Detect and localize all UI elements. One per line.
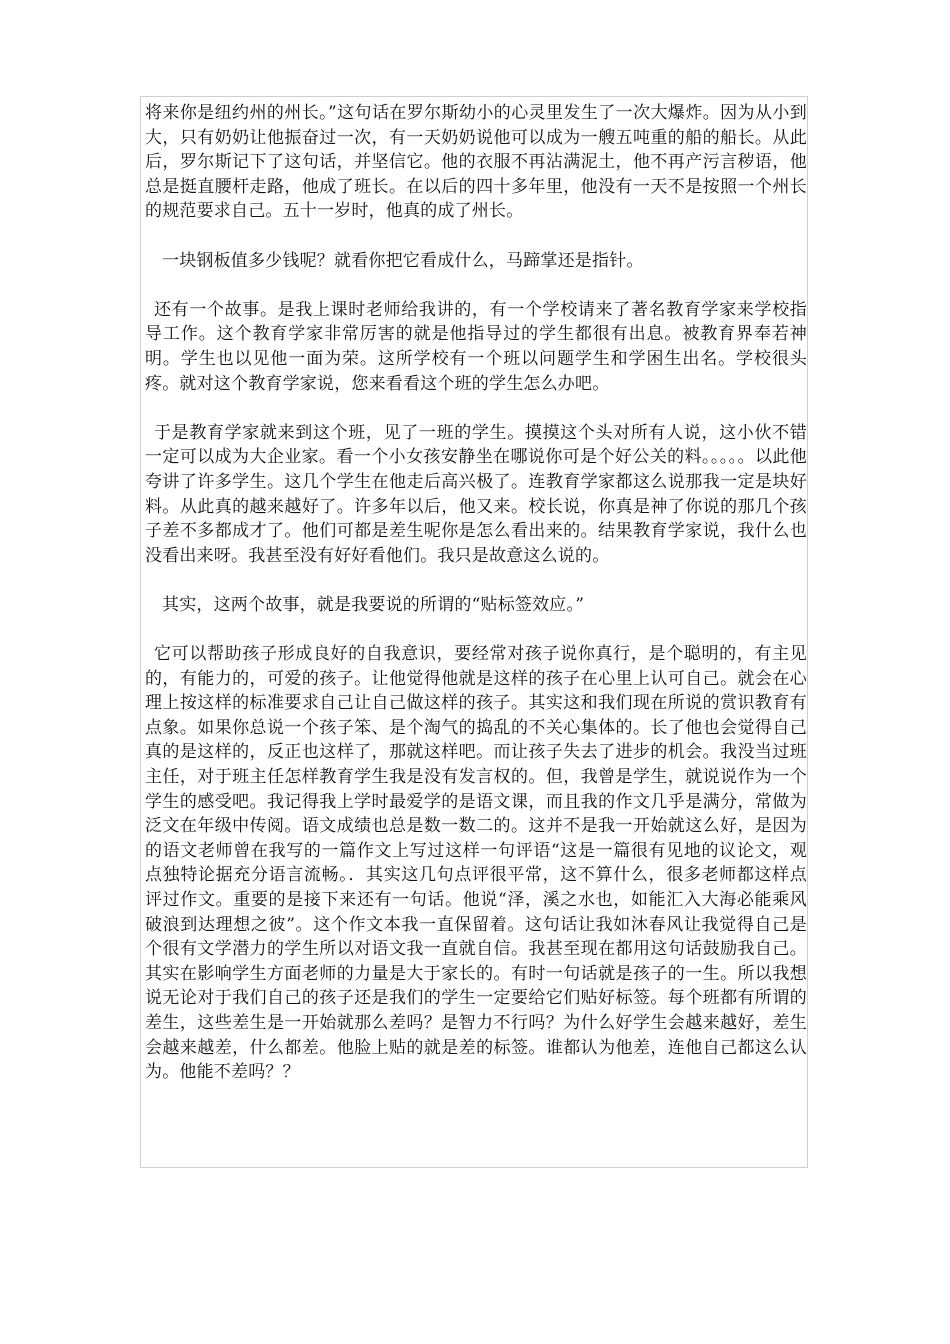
paragraph-steel-plate: 一块钢板值多少钱呢？就看你把它看成什么，马蹄掌还是指针。 bbox=[162, 250, 644, 271]
paragraph-reflection: 它可以帮助孩子形成良好的自我意识，要经常对孩子说你真行，是个聪明的，有主见的，有能力的，可爱的孩子。让他觉得他就是这样的孩子在心里上认可自己。就会在心理上按这样的标准要求自己让自己做这样的孩子。其实这和我们现在所说的赏识教育有点象。如果你总说一个孩子笨、是个淘气的捣乱的不关心集体的。长了他也会觉得自己真的是这样的，反正也这样了，那就这样吧。而让孩子失去了进步的机会。我没当过班主任，对于班主任怎样教育学生我是没有发言权的。但，我曾是学生，就说说作为一个学生的感受吧。我记得我上学时最爱学的是语文课，而且我的作文几乎是满分，常做为泛文在年级中传阅。语文成绩也总是数一数二的。这并不是我一开始就这么好，是因为的语文老师曾在我写的一篇作文上写过这样一句评语“这是一篇很有见地的议论文，观点独特论据充分语言流畅。．其实这几句点评很平常，这不算什么，很多老师都这样点评过作文。重要的是接下来还有一句话。他说“泽，溪之水也，如能汇入大海必能乘风破浪到达理想之彼”。这个作文本我一直保留着。这句话让我如沐春风让我觉得自己是个很有文学潜力的学生所以对语文我一直就自信。我甚至现在都用这句话鼓励我自己。其实在影响学生方面老师的力量是大于家长的。有时一句话就是孩子的一生。所以我想说无论对于我们自己的孩子还是我们的学生一定要给它们贴好标签。每个班都有所谓的差生，这些差生是一开始就那么差吗？是智力不行吗？为什么好学生会越来越好，差生会越来越差，什么都差。他脸上贴的就是差的标签。谁都认为他差，连他自己都这么认为。他能不差吗？？ bbox=[145, 644, 807, 1083]
paragraph-educator-story-body: 于是教育学家就来到这个班，见了一班的学生。摸摸这个头对所有人说，这小伙不错一定可以成为大企业家。看一个小女孩安静坐在哪说你可是个好公关的料。。。。。以此他夸讲了许多学生。这几个学生在他走后高兴极了。连教育学家都这么说那我一定是块好料。从此真的越来越好了。许多年以后，他又来。校长说，你真是神了你说的那几个孩子差不多都成才了。他们可都是差生呢你是怎么看出来的。结果教育学家说，我什么也没看出来呀。我甚至没有好好看他们。我只是故意这么说的。 bbox=[145, 422, 807, 566]
paragraph-labeling-effect: 其实，这两个故事，就是我要说的所谓的“贴标签效应。” bbox=[162, 594, 585, 615]
document-body bbox=[145, 101, 807, 1109]
paragraph-educator-story-intro: 还有一个故事。是我上课时老师给我讲的，有一个学校请来了著名教育学家来学校指导工作。这个教育学家非常厉害的就是他指导过的学生都很有出息。被教育界奉若神明。学生也以见他一面为荣。这所学校有一个班以问题学生和学困生出名。学校很头疼。就对这个教育学家说，您来看看这个班的学生怎么办吧。 bbox=[145, 299, 807, 394]
paragraph-rolls-story-end: 将来你是纽约州的州长。”这句话在罗尔斯幼小的心灵里发生了一次大爆炸。因为从小到大，只有奶奶让他振奋过一次，有一天奶奶说他可以成为一艘五吨重的船的船长。从此后，罗尔斯记下了这句话，并坚信它。他的衣服不再沾满泥土，他不再产污言秽语，他总是挺直腰杆走路，他成了班长。在以后的四十多年里，他没有一天不是按照一个州长的规范要求自己。五十一岁时，他真的成了州长。 bbox=[145, 103, 807, 222]
